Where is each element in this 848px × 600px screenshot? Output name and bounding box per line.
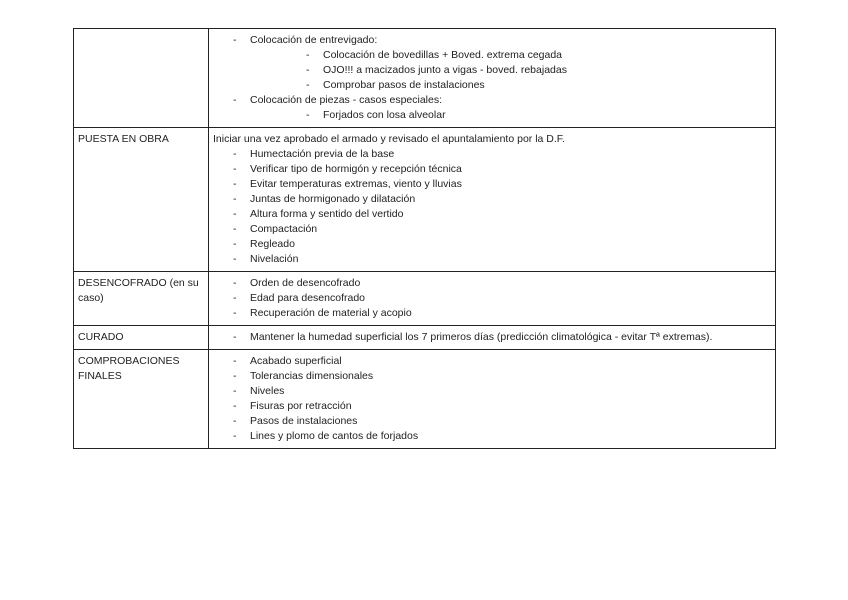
bullet-list xyxy=(213,33,771,123)
row-intro-text: Iniciar una vez aprobado el armado y revisado el apuntalamiento por la D.F. xyxy=(213,133,565,145)
row-label: CURADO xyxy=(74,326,209,350)
table-row-entrevigado xyxy=(74,29,776,128)
list-item: - Mantener la humedad superficial los 7 primeros días (predicción climatológica - evitar Tª extremas). xyxy=(213,330,771,345)
row-content xyxy=(209,29,776,128)
list-item: - Lines y plomo de cantos de forjados xyxy=(213,429,771,444)
sub-list-item: - Forjados con losa alveolar xyxy=(250,108,771,123)
sub-list-item: - Colocación de bovedillas + Boved. extrema cegada xyxy=(250,48,771,63)
list-item: - Juntas de hormigonado y dilatación xyxy=(213,192,771,207)
row-label: PUESTA EN OBRA xyxy=(74,128,209,272)
list-item: - Humectación previa de la base xyxy=(213,147,771,162)
row-content xyxy=(209,128,776,272)
list-item: - Nivelación xyxy=(213,252,771,267)
table-row-curado xyxy=(74,326,776,350)
row-label: DESENCOFRADO (en su caso) xyxy=(74,272,209,326)
list-item-text: Colocación de piezas - casos especiales: xyxy=(250,94,443,106)
list-item: - Recuperación de material y acopio xyxy=(213,306,771,321)
row-content xyxy=(209,326,776,350)
bullet-list xyxy=(213,330,771,345)
table-row-puesta-en-obra xyxy=(74,128,776,272)
table-row-desencofrado xyxy=(74,272,776,326)
bullet-list xyxy=(213,276,771,321)
sub-list-item: - Comprobar pasos de instalaciones xyxy=(250,78,771,93)
list-item: - Altura forma y sentido del vertido xyxy=(213,207,771,222)
list-item: - Edad para desencofrado xyxy=(213,291,771,306)
row-content xyxy=(209,272,776,326)
list-item: - Pasos de instalaciones xyxy=(213,414,771,429)
list-item: - Fisuras por retracción xyxy=(213,399,771,414)
list-item: - Acabado superficial xyxy=(213,354,771,369)
list-item: - Compactación xyxy=(213,222,771,237)
sub-bullet-list xyxy=(250,108,771,123)
list-item: - Verificar tipo de hormigón y recepción técnica xyxy=(213,162,771,177)
list-item xyxy=(213,33,771,93)
sub-list-item: - OJO!!! a macizados junto a vigas - boved. rebajadas xyxy=(250,63,771,78)
bullet-list xyxy=(213,354,771,444)
table-row-comprobaciones-finales xyxy=(74,350,776,449)
row-label: COMPROBACIONES FINALES xyxy=(74,350,209,449)
sub-bullet-list xyxy=(250,48,771,93)
list-item: - Regleado xyxy=(213,237,771,252)
list-item: - Orden de desencofrado xyxy=(213,276,771,291)
bullet-list xyxy=(213,147,771,267)
row-content xyxy=(209,350,776,449)
row-label xyxy=(74,29,209,128)
document-table xyxy=(73,28,776,449)
list-item: - Tolerancias dimensionales xyxy=(213,369,771,384)
list-item: - Niveles xyxy=(213,384,771,399)
list-item-text: Colocación de entrevigado: xyxy=(250,34,378,46)
list-item: - Evitar temperaturas extremas, viento y lluvias xyxy=(213,177,771,192)
list-item xyxy=(213,93,771,123)
